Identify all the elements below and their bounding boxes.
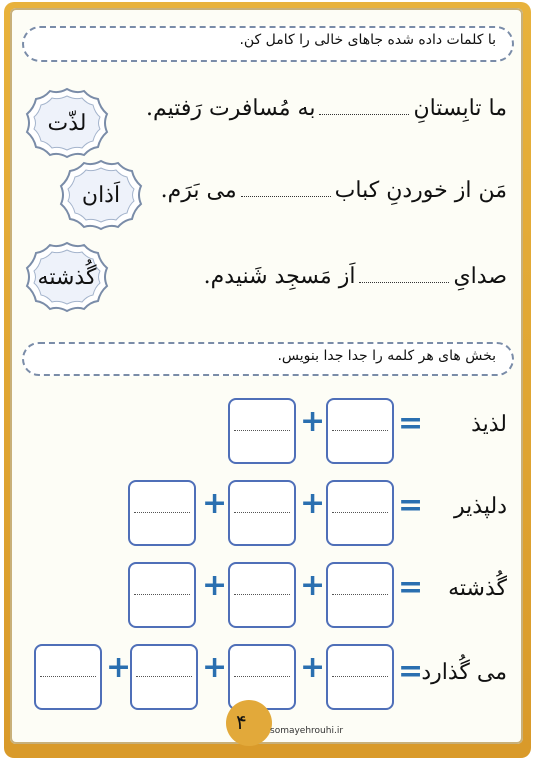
- plus-sign: +: [202, 486, 228, 521]
- badge-3-word: گُذشته: [37, 264, 97, 290]
- sentence-2-after: می بَرَم.: [160, 178, 237, 203]
- sentence-1-blank[interactable]: [319, 114, 409, 115]
- instruction-fill-blanks: با کلمات داده شده جاهای خالی را کامل کن.: [22, 26, 514, 62]
- syllable-box[interactable]: [228, 398, 296, 464]
- syllable-box[interactable]: [326, 480, 394, 546]
- equals-sign: =: [398, 654, 424, 689]
- syllable-box[interactable]: [128, 480, 196, 546]
- sentence-3-blank[interactable]: [359, 282, 449, 283]
- word-4: می گُذارد: [421, 660, 507, 685]
- word-badge-2: [58, 158, 144, 232]
- sentence-3-after: اَز مَسجِد شَنیدم.: [203, 264, 356, 289]
- syllable-box[interactable]: [228, 562, 296, 628]
- plus-sign: +: [300, 650, 326, 685]
- syllable-box[interactable]: [130, 644, 198, 710]
- equals-sign: =: [398, 488, 424, 523]
- word-3: گُذشته: [448, 576, 507, 601]
- word-badge-3: [24, 240, 110, 314]
- sentence-1-before: ما تابِستانِ: [413, 96, 507, 121]
- equals-sign: =: [398, 570, 424, 605]
- plus-sign: +: [300, 568, 326, 603]
- syllable-box[interactable]: [128, 562, 196, 628]
- word-badge-1: [24, 86, 110, 160]
- badge-2-word: اَذان: [81, 182, 121, 208]
- plus-sign: +: [202, 568, 228, 603]
- instruction-split-syllables: بخش های هر کلمه را جدا جدا بنویس.: [22, 342, 514, 376]
- plus-sign: +: [300, 404, 326, 439]
- plus-sign: +: [106, 650, 132, 685]
- page-badge: [226, 700, 272, 746]
- page-number: ۴: [236, 710, 247, 734]
- word-2: دلپذیر: [454, 494, 507, 519]
- syllable-box[interactable]: [326, 398, 394, 464]
- syllable-box[interactable]: [34, 644, 102, 710]
- syllable-box[interactable]: [228, 480, 296, 546]
- site-watermark: somayehrouhi.ir: [270, 726, 344, 736]
- sentence-2-before: مَن از خوردنِ کباب: [334, 178, 507, 203]
- word-1: لذیذ: [471, 412, 507, 437]
- sentence-2: [161, 178, 507, 203]
- syllable-box[interactable]: [326, 562, 394, 628]
- syllable-box[interactable]: [228, 644, 296, 710]
- sentence-3-before: صدایِ: [453, 264, 507, 289]
- syllable-box[interactable]: [326, 644, 394, 710]
- plus-sign: +: [202, 650, 228, 685]
- sentence-1: [146, 96, 507, 121]
- sentence-2-blank[interactable]: [241, 196, 331, 197]
- badge-1-word: لذّت: [47, 110, 87, 136]
- equals-sign: =: [398, 406, 424, 441]
- sentence-3: [204, 264, 507, 289]
- sentence-1-after: به مُسافرت رَفتیم.: [146, 96, 316, 121]
- plus-sign: +: [300, 486, 326, 521]
